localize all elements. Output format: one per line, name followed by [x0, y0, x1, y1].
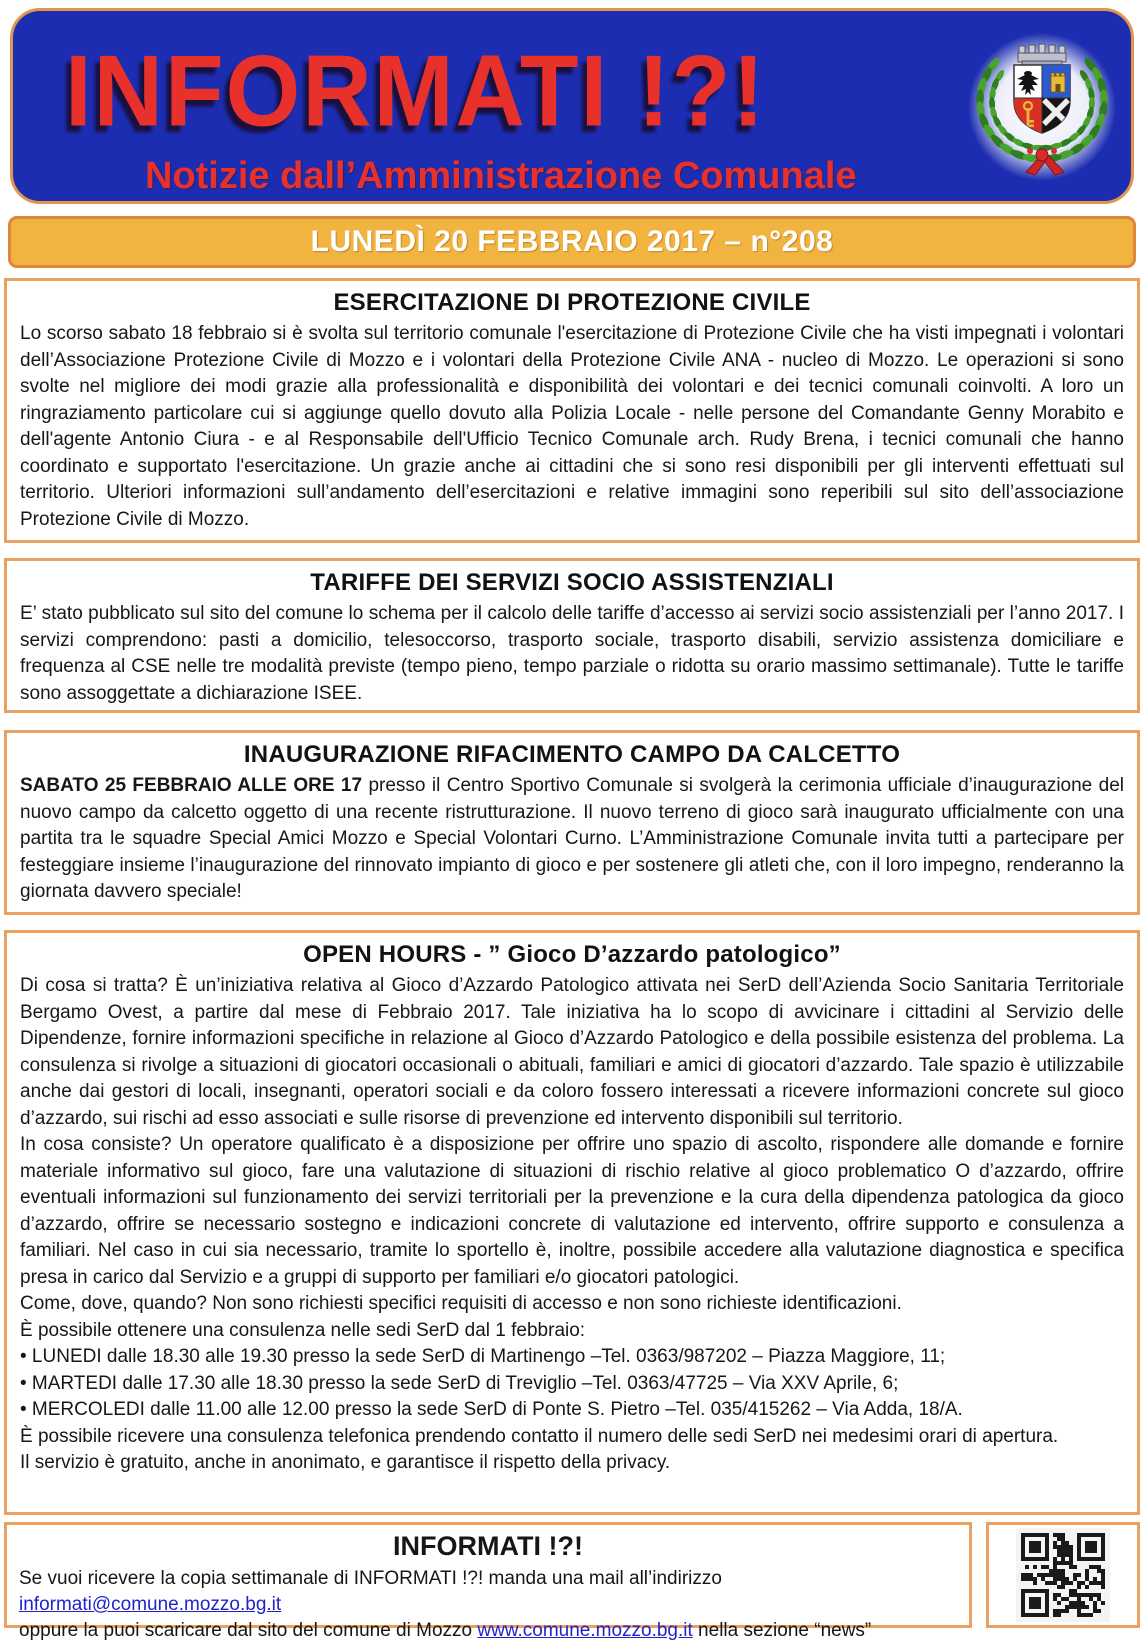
newsletter-header: [10, 8, 1134, 204]
section-paragraph: È possibile ricevere una consulenza telefonica prendendo contatto il numero delle sedi SerD nei medesimi orari di apertura.: [20, 1425, 1059, 1447]
bullet-item-mercoledi: • MERCOLEDI dalle 11.00 alle 12.00 presso la sede SerD di Ponte S. Pietro –Tel. 035/415262 – Via Adda, 18/A.: [20, 1399, 963, 1420]
section-tariffe-servizi-socio-assistenziali: [4, 558, 1140, 713]
email-link[interactable]: informati@comune.mozzo.bg.it: [19, 1594, 282, 1615]
section-title: OPEN HOURS - ” Gioco D’azzardo patologico”: [303, 941, 841, 968]
section-title: ESERCITAZIONE DI PROTEZIONE CIVILE: [333, 289, 811, 316]
section-title: TARIFFE DEI SERVIZI SOCIO ASSISTENZIALI: [310, 569, 834, 596]
event-date-bold: SABATO 25 FEBBRAIO ALLE ORE 17: [20, 775, 363, 796]
section-paragraph: Il servizio è gratuito, anche in anonimato, e garantisce il rispetto della privacy.: [20, 1452, 671, 1473]
section-esercitazione-protezione-civile: [4, 278, 1140, 543]
bullet-item-lunedi: • LUNEDI dalle 18.30 alle 19.30 presso la sede SerD di Martinengo –Tel. 0363/987202 – Piazza Maggiore, 11;: [20, 1346, 946, 1367]
footer-line-1-text: Se vuoi ricevere la copia settimanale di INFORMATI !?! manda una mail all’indirizzo: [19, 1568, 722, 1589]
section-open-hours-gioco-azzardo: [4, 930, 1140, 1515]
footer-line-2-after: nella sezione “news”: [692, 1620, 872, 1641]
newsletter-title: INFORMATI !?!: [65, 35, 767, 148]
section-paragraph: [20, 773, 1124, 906]
newsletter-subtitle: Notizie dall’Amministrazione Comunale: [145, 155, 857, 197]
bullet-item-martedi: • MARTEDI dalle 17.30 alle 18.30 presso la sede SerD di Treviglio –Tel. 0363/47725 – Via XXV Aprile, 6;: [20, 1372, 899, 1394]
section-paragraph: E’ stato pubblicato sul sito del comune lo schema per il calcolo delle tariffe d’accesso ai servizi socio assistenziali per l’anno 2017. I servizi comprendono: pasti a domicilio, telesoccorso, trasporto sociale, trasporto disabili, servizio assistenza domiciliare e frequenza al CSE nelle tre modalità previste (tempo pieno, tempo parziale o ridotta su orario massimo settimanale). Tutte le tariffe sono assoggettate a dichiarazione ISEE.: [20, 603, 1124, 704]
section-paragraph: Lo scorso sabato 18 febbraio si è svolta sul territorio comunale l'esercitazione di Protezione Civile che ha visti impegnati i volontari dell’Associazione Protezione Civile di Mozzo e i volontari della Protezione Civile ANA - nucleo di Mozzo. Le operazioni si sono svolte nel migliore dei modi grazie alla professionalità e disponibilità dei volontari e dei tecnici comunali coinvolti. A loro un ringraziamento particolare cui si aggiunge quello dovuto alla Polizia Locale - nelle persone del Comandante Genny Morabito e dell'agente Antonio Ciura - e al Responsabile dell'Ufficio Tecnico Comunale arch. Rudy Brena, i tecnici comunali che hanno coordinato e supportato l'esercitazione. Un grazie anche ai cittadini che si sono resi disponibili per gli interventi effettuati sul territorio. Ulteriori informazioni sull’andamento dell’esercitazioni e relative immagini sono reperibili sul sito dell’associazione Protezione Civile di Mozzo.: [20, 323, 1124, 530]
footer-line-2-text: oppure la puoi scaricare dal sito del comune di Mozzo: [19, 1620, 478, 1641]
qr-code-icon: [1016, 1528, 1110, 1622]
section-paragraph-rest: presso il Centro Sportivo Comunale si svolgerà la cerimonia ufficiale d’inaugurazione del nuovo campo da calcetto oggetto di una recente ristrutturazione. Il nuovo terreno di gioco sarà inaugurato ufficialmente con una partita tra le squadre Special Amici Mozzo e Special Volontari Curno. L’Amministrazione Comunale invita tutti a partecipare per festeggiare insieme l’inaugurazione del rinnovato impianto di gioco e per sostenere gli atleti che, con il loro impegno, renderanno la giornata davvero speciale!: [20, 775, 1124, 902]
date-banner: [8, 216, 1136, 268]
section-paragraph: Come, dove, quando? Non sono richiesti specifici requisiti di accesso e non sono richieste identificazioni.: [20, 1293, 902, 1314]
website-link[interactable]: www.comune.mozzo.bg.it: [477, 1620, 693, 1641]
footer-subscribe-box: [4, 1522, 972, 1641]
date-banner-text: LUNEDÌ 20 FEBBRAIO 2017 – n°208: [310, 225, 834, 258]
section-paragraph: In cosa consiste? Un operatore qualificato è a disposizione per offrire uno spazio di ascolto, rispondere alle domande e fornire materiale informativo sul gioco, fare una valutazione di situazioni di rischio relative al gioco problematico O d’azzardo, offrire eventuali informazioni sul funzionamento dei servizi territoriali per la prevenzione e la cura della dipendenza patologica da gioco d’azzardo, offrire se necessario sostegno e indicazioni concrete di valutazione ed intervento, offrire supporto e consulenza a familiari. Nel caso in cui sia necessario, tramite lo sportello è, inoltre, possibile accedere alla valutazione diagnostica e specifica presa in carico dal Servizio e a gruppi di supporto per familiari e/o giocatori patologici.: [20, 1134, 1124, 1288]
mozzo-coat-of-arms-icon: [967, 23, 1117, 193]
footer-line-1: [19, 1566, 957, 1618]
footer-title: INFORMATI !?!: [393, 1531, 583, 1561]
qr-code-box: [986, 1522, 1140, 1628]
footer-line-2: [19, 1618, 957, 1644]
crest-crown: [1018, 44, 1066, 65]
section-title: INAUGURAZIONE RIFACIMENTO CAMPO DA CALCETTO: [243, 741, 901, 768]
section-paragraph: È possibile ottenere una consulenza nelle sedi SerD dal 1 febbraio:: [20, 1319, 586, 1341]
section-paragraph: Di cosa si tratta? È un’iniziativa relativa al Gioco d’Azzardo Patologico attivata nei SerD dell’Azienda Socio Sanitaria Territoriale Bergamo Ovest, a partire dal mese di Febbraio 2017. Tale iniziativa ha lo scopo di avvicinare i cittadini al Servizio delle Dipendenze, fornire informazioni specifiche in relazione al Gioco d’Azzardo Patologico e della possibile esistenza del problema. La consulenza si rivolge a situazioni di giocatori occasionali o abituali, familiari e amici di giocatori d’azzardo. Tale spazio è utilizzabile anche dai gestori di locali, insegnanti, operatori sociali e da coloro fossero interessati a ricevere informazioni concrete sul gioco d’azzardo, sui rischi ad esso associati e sulle risorse di prevenzione ed intervento disponibili sul territorio.: [20, 975, 1124, 1129]
section-inaugurazione-campo-calcetto: [4, 730, 1140, 915]
